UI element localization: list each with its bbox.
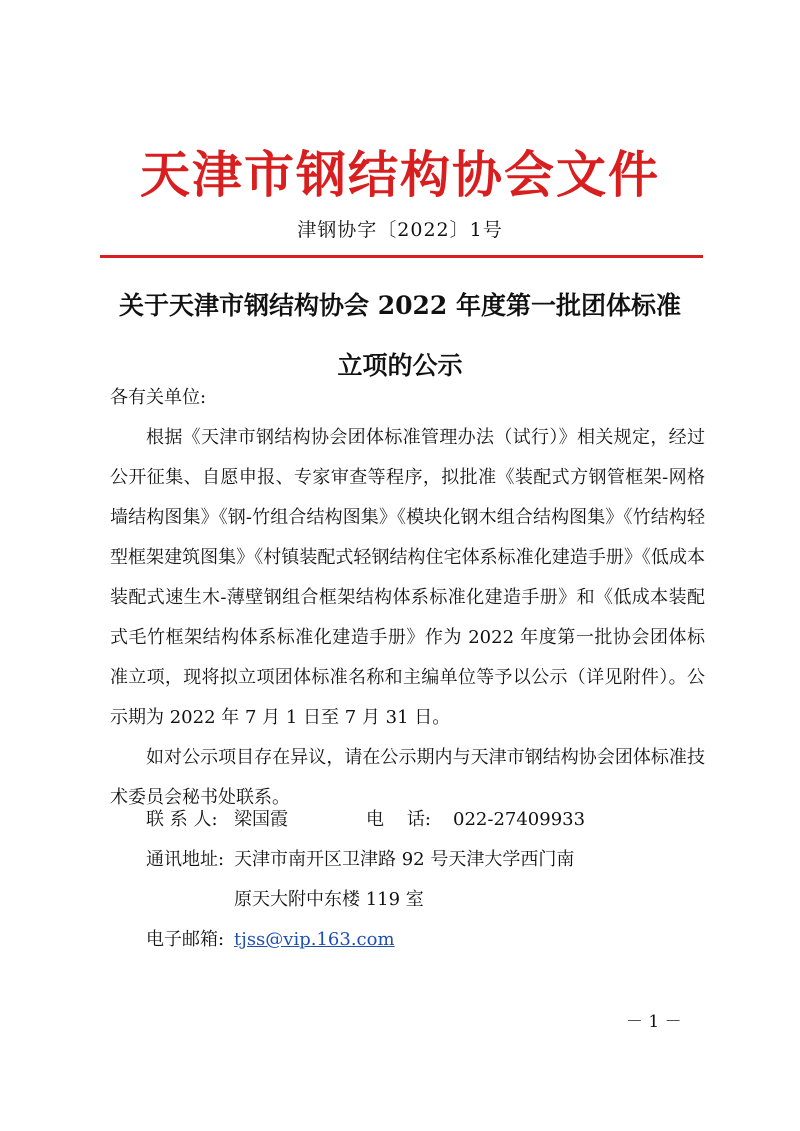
contact-email-label: 电子邮箱: <box>146 929 225 950</box>
contact-phone-label: 电 话: <box>366 809 431 830</box>
contact-address-line-1: 天津市南开区卫津路 92 号天津大学西门南 <box>234 849 575 870</box>
contact-person-label: 联 系 人: <box>146 809 218 830</box>
contact-email-link[interactable]: tjss@vip.163.com <box>234 929 395 950</box>
contact-person-value: 梁国霞 <box>234 809 288 830</box>
notice-title-line-2: 立项的公示 <box>337 351 463 380</box>
document-header-title: 天津市钢结构协会文件 <box>140 145 660 204</box>
body-paragraph-2: 如对公示项目存在异议，请在公示期内与天津市钢结构协会团体标准技术委员会秘书处联系。 <box>110 747 705 808</box>
contact-phone-value: 022-27409933 <box>453 809 586 830</box>
page-number: － 1 － <box>626 1012 682 1032</box>
header-red-divider <box>100 255 703 258</box>
contact-address-label: 通讯地址: <box>146 849 225 870</box>
body-paragraph-1: 根据《天津市钢结构协会团体标准管理办法（试行）》相关规定，经过公开征集、自愿申报、专家审查等程序，拟批准《装配式方钢管框架-网格墙结构图集》《钢-竹组合结构图集》《模块化钢木组合结构图集》《竹结构轻型框架建筑图集》《村镇装配式轻钢结构住宅体系标准化建造手册》《低成本装配式速生木-薄壁钢组合框架结构体系标准化建造手册》和《低成本装配式毛竹框架结构体系标准化建造手册》作为 2022 年度第一批协会团体标准立项，现将拟立项团体标准名称和主编单位等予以公示（详见附件）。公示期为 2022 年 7 月 1 日至 7 月 31 日。 <box>110 427 705 728</box>
contact-address-line-2: 原天大附中东楼 119 室 <box>234 889 424 910</box>
document-number: 津钢协字〔2022〕1号 <box>297 219 503 241</box>
salutation: 各有关单位: <box>110 387 207 408</box>
notice-title-line-1: 关于天津市钢结构协会 2022 年度第一批团体标准 <box>119 291 681 320</box>
